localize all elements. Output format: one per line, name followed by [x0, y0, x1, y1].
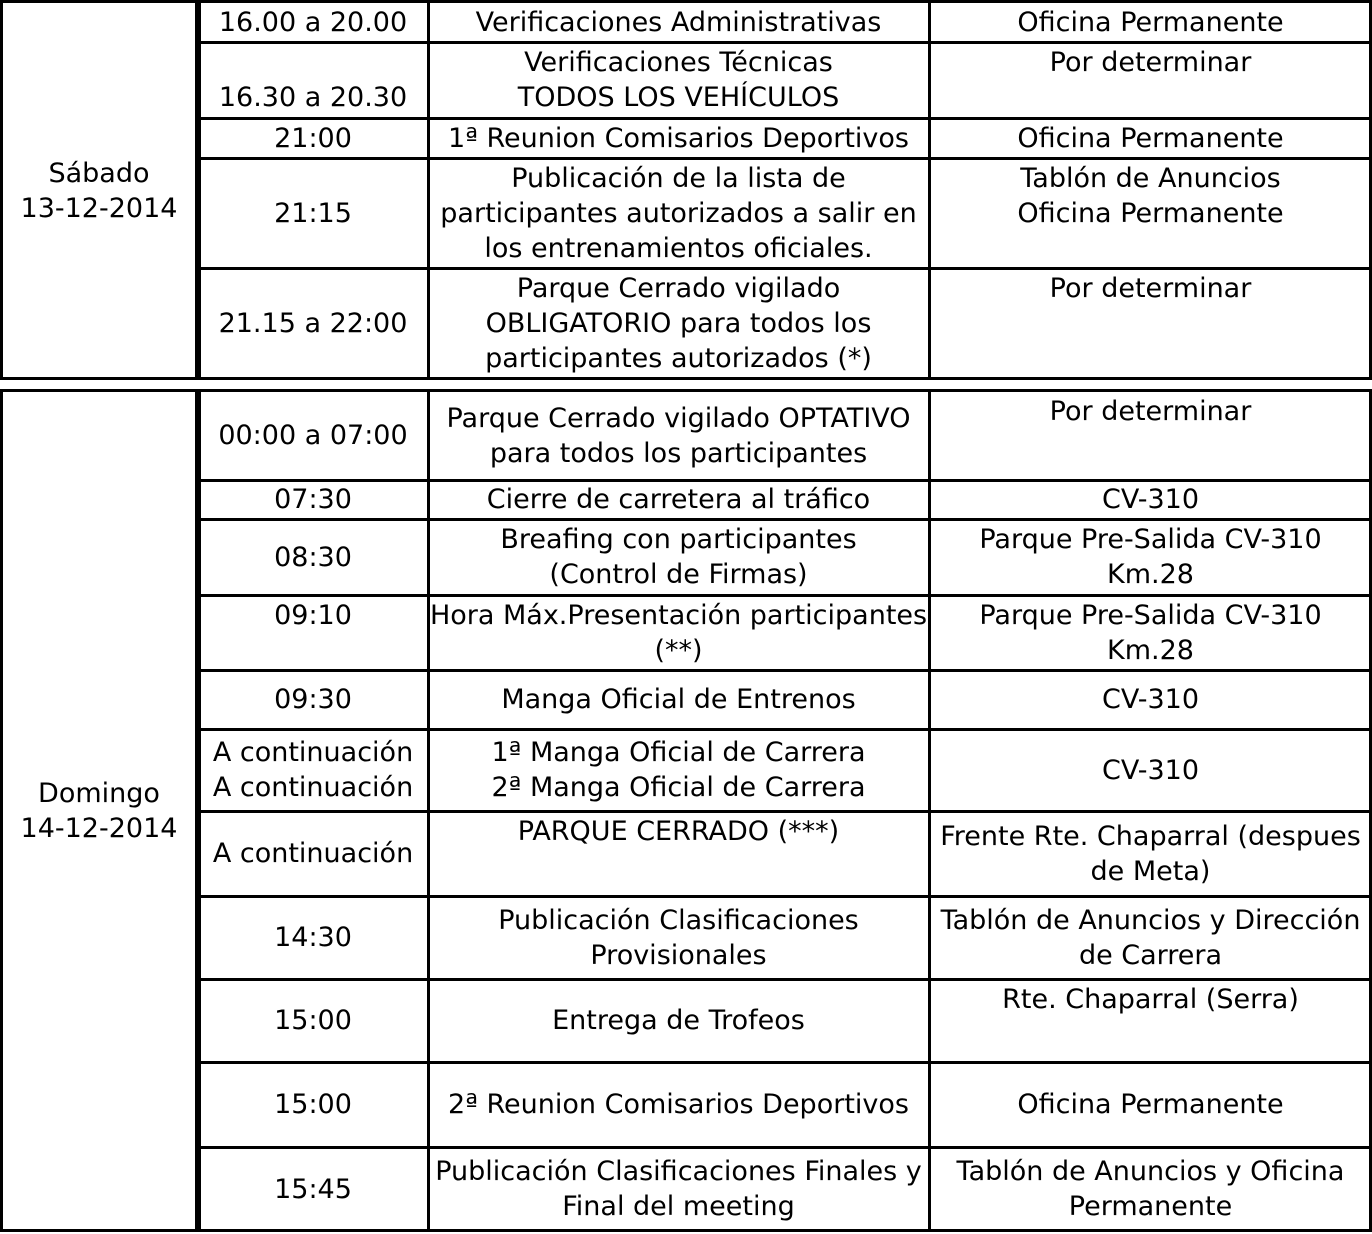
activity-cell: [431, 814, 926, 893]
column-divider: [427, 0, 430, 380]
day-label: [3, 394, 195, 1228]
time-cell-line: A continuación: [212, 737, 414, 768]
activity-cell: [431, 732, 926, 808]
column-divider: [199, 389, 201, 1232]
time-cell-line: A continuación: [212, 772, 414, 803]
activity-cell: [431, 394, 926, 477]
time-cell-line: 08:30: [274, 541, 352, 573]
time-cell: [201, 814, 425, 893]
row-divider: [198, 669, 1372, 672]
row-divider: [198, 41, 1372, 44]
place-cell-line: Parque Pre-Salida CV-310: [979, 599, 1322, 631]
place-cell: [932, 814, 1369, 893]
place-cell-line: Tablón de Anuncios: [1020, 163, 1281, 194]
time-cell: [201, 982, 425, 1059]
activity-cell: [431, 483, 926, 516]
place-cell: [932, 394, 1369, 477]
activity-cell-line: Parque Cerrado vigilado OPTATIVO: [446, 402, 911, 434]
day-label-line: Domingo: [38, 778, 160, 809]
place-cell-line: Por determinar: [1049, 47, 1252, 78]
time-cell-line: 15:45: [274, 1173, 352, 1205]
place-cell-line: Tablón de Anuncios y Oficina: [956, 1156, 1345, 1187]
activity-cell: [431, 45, 926, 115]
activity-cell-line: TODOS LOS VEHÍCULOS: [517, 82, 840, 113]
row-divider: [198, 810, 1372, 813]
time-cell: [201, 673, 425, 726]
activity-cell-line: 2ª Reunion Comisarios Deportivos: [448, 1089, 909, 1120]
time-cell-line: 07:30: [274, 484, 352, 515]
activity-cell: [431, 121, 926, 155]
place-cell: [932, 732, 1369, 808]
place-cell-line: Tablón de Anuncios y Dirección: [940, 904, 1361, 936]
time-cell: [201, 732, 425, 808]
activity-cell-line: 1ª Manga Oficial de Carrera: [491, 737, 866, 768]
place-cell: [932, 161, 1369, 265]
place-cell-line: Oficina Permanente: [1017, 6, 1284, 38]
place-cell: [932, 598, 1369, 667]
time-cell: [201, 522, 425, 592]
activity-cell-line: Publicación de la lista de: [511, 162, 846, 194]
day-label: [3, 5, 195, 376]
activity-cell-line: Verificaciones Administrativas: [475, 6, 882, 38]
place-cell-line: CV-310: [1101, 754, 1200, 786]
column-divider: [427, 389, 430, 1232]
place-cell-line: de Carrera: [1078, 939, 1223, 971]
row-divider: [198, 479, 1372, 482]
activity-cell-line: Manga Oficial de Entrenos: [501, 684, 856, 715]
row-divider: [198, 594, 1372, 597]
activity-cell-line: Final del meeting: [562, 1191, 795, 1222]
activity-cell: [431, 982, 926, 1059]
time-cell-line: 15:00: [274, 1089, 352, 1120]
activity-cell-line: PARQUE CERRADO (***): [517, 816, 840, 847]
row-divider: [198, 267, 1372, 270]
column-divider: [928, 0, 931, 380]
time-cell: [201, 121, 425, 155]
row-divider: [198, 1061, 1372, 1064]
activity-cell: [431, 161, 926, 265]
place-cell: [932, 483, 1369, 516]
time-cell-line: 14:30: [274, 922, 352, 953]
place-cell: [932, 1065, 1369, 1144]
time-cell-line: 09:10: [274, 600, 352, 631]
activity-cell: [431, 1065, 926, 1144]
place-cell-line: Km.28: [1107, 559, 1194, 590]
day-label-line: 14-12-2014: [20, 813, 178, 844]
time-cell: [201, 1065, 425, 1144]
place-cell-line: Frente Rte. Chaparral (despues: [940, 820, 1361, 852]
time-cell-line: 00:00 a 07:00: [218, 420, 408, 451]
activity-cell-line: los entrenamientos oficiales.: [484, 232, 873, 264]
time-cell-line: 21.15 a 22:00: [218, 308, 408, 339]
row-divider: [198, 518, 1372, 521]
place-cell: [932, 5, 1369, 39]
place-cell: [932, 522, 1369, 592]
activity-cell: [431, 522, 926, 592]
table-border-bottom: [0, 377, 1372, 380]
time-cell-line: 21:00: [274, 122, 352, 154]
activity-cell-line: participantes autorizados a salir en: [440, 197, 917, 229]
activity-cell-line: Cierre de carretera al tráfico: [486, 484, 871, 515]
activity-cell-line: Provisionales: [590, 939, 767, 971]
time-cell: [201, 45, 425, 115]
time-cell-line: A continuación: [212, 838, 414, 869]
table-border-top: [0, 389, 1372, 392]
time-cell: [201, 271, 425, 376]
time-cell-line: 09:30: [274, 684, 352, 715]
time-cell: [201, 5, 425, 39]
activity-cell-line: Breafing con participantes: [500, 524, 857, 555]
activity-cell: [431, 899, 926, 976]
time-cell: [201, 899, 425, 976]
column-divider: [928, 389, 931, 1232]
place-cell-line: Oficina Permanente: [1017, 1089, 1284, 1120]
time-cell-line: 15:00: [274, 1005, 352, 1036]
place-cell-line: de Meta): [1090, 855, 1211, 887]
place-cell-line: Por determinar: [1049, 273, 1252, 304]
row-divider: [198, 728, 1372, 731]
table-border-top: [0, 0, 1372, 3]
activity-cell: [431, 673, 926, 726]
activity-cell-line: Hora Máx.Presentación participantes: [429, 599, 928, 631]
table-border-bottom: [0, 1229, 1372, 1232]
place-cell-line: Km.28: [1107, 634, 1194, 666]
day-label-line: 13-12-2014: [20, 192, 178, 224]
time-cell-line: 16.00 a 20.00: [218, 6, 408, 38]
place-cell-line: Oficina Permanente: [1017, 198, 1284, 229]
row-divider: [198, 895, 1372, 898]
row-divider: [198, 978, 1372, 981]
activity-cell-line: Publicación Clasificaciones: [498, 904, 859, 936]
row-divider: [198, 117, 1372, 120]
place-cell-line: Parque Pre-Salida CV-310: [979, 524, 1322, 555]
place-cell: [932, 899, 1369, 976]
activity-cell-line: OBLIGATORIO para todos los: [485, 308, 872, 339]
time-cell: [201, 483, 425, 516]
activity-cell: [431, 271, 926, 376]
activity-cell-line: Verificaciones Técnicas: [524, 47, 833, 78]
activity-cell-line: Entrega de Trofeos: [552, 1005, 805, 1036]
table-border-left: [0, 0, 3, 380]
activity-cell-line: 2ª Manga Oficial de Carrera: [491, 772, 866, 803]
row-divider: [198, 1146, 1372, 1149]
day-label-line: Sábado: [48, 157, 150, 189]
time-cell-line: 16.30 a 20.30: [218, 82, 408, 113]
time-cell: [201, 598, 425, 667]
activity-cell-line: participantes autorizados (*): [485, 343, 872, 374]
activity-cell: [431, 5, 926, 39]
column-divider: [199, 0, 201, 380]
activity-cell-line: Parque Cerrado vigilado: [516, 273, 841, 304]
place-cell-line: Por determinar: [1049, 396, 1252, 427]
activity-cell: [431, 1150, 926, 1228]
place-cell-line: Oficina Permanente: [1017, 122, 1284, 154]
place-cell: [932, 121, 1369, 155]
place-cell: [932, 271, 1369, 376]
place-cell: [932, 982, 1369, 1059]
activity-cell-line: 1ª Reunion Comisarios Deportivos: [448, 122, 909, 154]
time-cell: [201, 1150, 425, 1228]
activity-cell-line: para todos los participantes: [489, 437, 868, 469]
table-border-left: [0, 389, 3, 1232]
activity-cell-line: (Control de Firmas): [549, 559, 808, 590]
row-divider: [198, 157, 1372, 160]
place-cell: [932, 1150, 1369, 1228]
place-cell: [932, 45, 1369, 115]
activity-cell: [431, 598, 926, 667]
time-cell: [201, 394, 425, 477]
place-cell-line: CV-310: [1101, 484, 1200, 515]
place-cell-line: Permanente: [1068, 1191, 1233, 1222]
place-cell-line: Rte. Chaparral (Serra): [1002, 984, 1299, 1015]
place-cell-line: CV-310: [1101, 684, 1200, 715]
place-cell: [932, 673, 1369, 726]
time-cell-line: 21:15: [274, 197, 352, 229]
time-cell: [201, 161, 425, 265]
activity-cell-line: Publicación Clasificaciones Finales y: [435, 1156, 922, 1187]
activity-cell-line: (**): [654, 634, 703, 666]
